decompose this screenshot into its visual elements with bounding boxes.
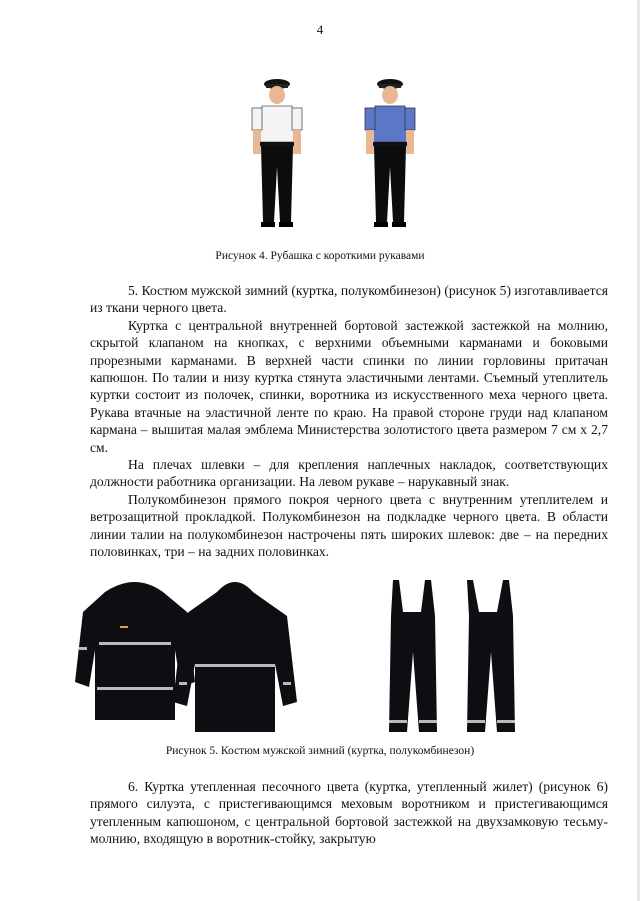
figure-4-caption: Рисунок 4. Рубашка с короткими рукавами: [215, 250, 425, 262]
paragraph-overalls: Полукомбинезон прямого покроя черного цвета с внутренним утеплителем и ветрозащитной прокладкой. Полукомбинезон на подкладке черного цвета. В области линии талии на полукомбинезон настрочены пять широких шлевок: две – на передних половинках, три – на задних половинках.: [90, 491, 608, 560]
man-blue-shirt-illustration: [365, 79, 415, 227]
figure-5-caption: Рисунок 5. Костюм мужской зимний (куртка, полукомбинезон): [165, 745, 475, 757]
page-number: 4: [316, 22, 324, 37]
paragraph-shoulders: На плечах шлевки – для крепления наплечных накладок, соответствующих должности работника организации. На левом рукаве – нарукавный знак.: [90, 457, 608, 490]
body-text-lower: [90, 778, 608, 848]
winter-jacket-back-illustration: [173, 582, 297, 732]
figure-5-image: [75, 572, 555, 742]
figure-4-image: [240, 72, 430, 242]
paragraph-jacket: Куртка с центральной внутренней бортовой застежкой застежкой на молнию, скрытой клапаном на кнопках, с верхними объемными карманами и боковыми прорезными карманами. В верхней части спинки по линии горловины притачан капюшон. По талии и низу куртка стянута эластичными лентами. Съемный утеплитель куртки состоит из полочек, спинки, воротника из искусственного меха черного цвета. Рукава втачные на эластичной ленте по краю. На правой стороне груди над клапаном кармана – вышитая малая эмблема Министерства золотистого цвета размером 7 см х 2,7 см.: [90, 317, 608, 455]
paragraph-6-jacket-sand: 6. Куртка утепленная песочного цвета (куртка, утепленный жилет) (рисунок 6) прямого силуэта, с пристегивающимся меховым воротником и пристегивающимся утепленным капюшоном, с центральной бортовой застежкой на двухзамковую тесьму-молнию, входящую в воротник-стойку, закрытую: [90, 779, 608, 847]
man-white-shirt-illustration: [252, 79, 302, 227]
paragraph-5-intro: 5. Костюм мужской зимний (куртка, полукомбинезон) (рисунок 5) изготавливается из ткани черного цвета.: [90, 283, 609, 316]
body-text-upper: [90, 282, 608, 561]
overalls-front-illustration: [389, 580, 437, 732]
overalls-back-illustration: [467, 580, 515, 732]
